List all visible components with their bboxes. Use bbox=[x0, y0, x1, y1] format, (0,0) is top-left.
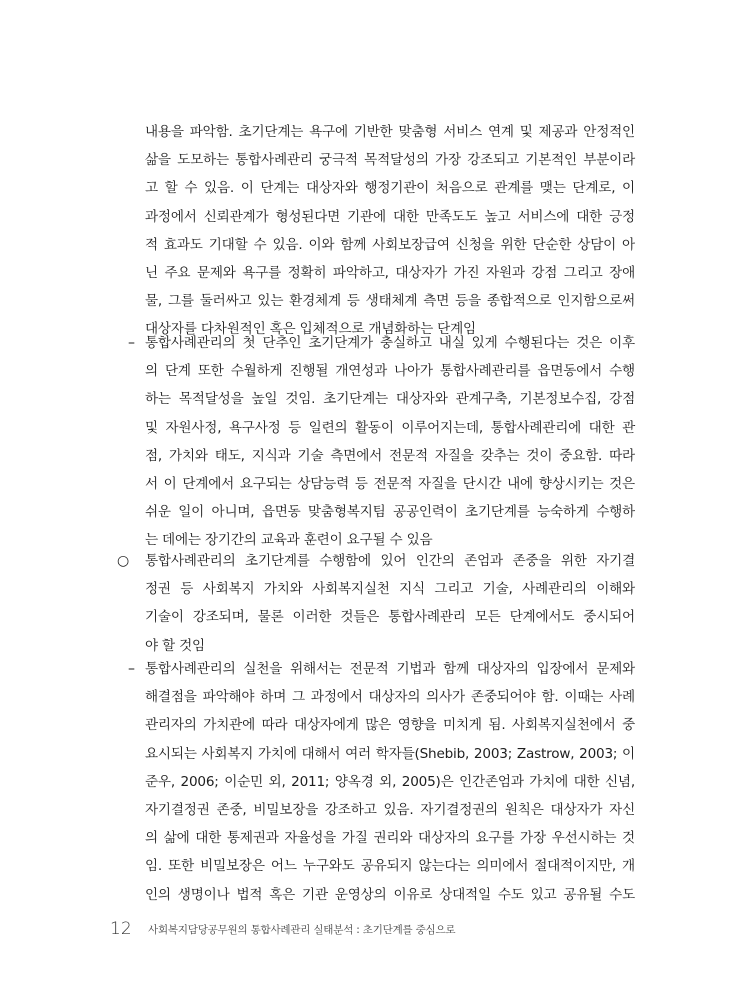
text-line: 는 데에는 장기간의 교육과 훈련이 요구될 수 있음 bbox=[145, 532, 433, 549]
paragraph-dash-1 bbox=[145, 329, 635, 555]
dash-bullet-marker: – bbox=[128, 335, 135, 351]
text-line: 해결점을 파악해야 하며 그 과정에서 대상자의 의사가 존중되어야 함. 이때는 사례 bbox=[145, 689, 635, 706]
text-line: 서 이 단계에서 요구되는 상담능력 등 전문적 자질을 단시간 내에 향상시키는 것은 bbox=[145, 475, 635, 492]
text-line: 관리자의 가치관에 따라 대상자에게 많은 영향을 미치게 됨. 사회복지실천에서 중 bbox=[145, 717, 635, 734]
text-line: 물, 그를 둘러싸고 있는 환경체계 등 생태체계 측면 등을 종합적으로 인지함으로써 bbox=[145, 293, 635, 310]
text-line: 닌 주요 문제와 욕구를 정확히 파악하고, 대상자가 가진 자원과 강점 그리고 장애 bbox=[145, 264, 635, 281]
text-line: 과정에서 신뢰관계가 형성된다면 기관에 대한 만족도도 높고 서비스에 대한 긍정 bbox=[145, 208, 635, 225]
text-line: 의 삶에 대한 통제권과 자율성을 가질 권리와 대상자의 요구를 가장 우선시하는 것 bbox=[145, 830, 635, 847]
text-line: 기술이 강조되며, 물론 이러한 것들은 통합사례관리 모든 단계에서도 중시되어 bbox=[145, 609, 635, 626]
text-line: 및 자원사정, 욕구사정 등 일련의 활동이 이루어지는데, 통합사례관리에 대한 관 bbox=[145, 419, 635, 436]
text-line: 자기결정권 존중, 비밀보장을 강조하고 있음. 자기결정권의 원칙은 대상자가 자신 bbox=[145, 801, 635, 818]
running-footer-title: 사회복지담당공무원의 통합사례관리 실태분석 : 초기단계를 중심으로 bbox=[148, 924, 456, 936]
text-line: 정권 등 사회복지 가치와 사회복지실천 지식 그리고 기술, 사례관리의 이해와 bbox=[145, 581, 635, 598]
text-line: 삶을 도모하는 통합사례관리 궁극적 목적달성의 가장 강조되고 기본적인 부분이라 bbox=[145, 152, 635, 169]
text-line: 쉬운 일이 아니며, 읍면동 맞춤형복지팀 공공인력이 초기단계를 능숙하게 수행하 bbox=[145, 504, 635, 521]
text-line: 야 할 것임 bbox=[145, 637, 205, 654]
text-line: 인의 생명이나 법적 혹은 기관 운영상의 이유로 상대적일 수도 있고 공유될 수도 bbox=[145, 886, 635, 903]
text-line: 요시되는 사회복지 가치에 대해서 여러 학자들(Shebib, 2003; Zastrow, 2003; 이 bbox=[145, 745, 635, 762]
text-line: 고 할 수 있음. 이 단계는 대상자와 행정기관이 처음으로 관계를 맺는 단계로, 이 bbox=[145, 180, 635, 197]
paragraph-continuation bbox=[145, 118, 635, 344]
text-line: 의 단계 또한 수월하게 진행될 개연성과 나아가 통합사례관리를 읍면동에서 수행 bbox=[145, 363, 635, 380]
text-line: 통합사례관리의 실천을 위해서는 전문적 기법과 함께 대상자의 입장에서 문제와 bbox=[145, 661, 635, 677]
text-line: 대상자를 다차원적인 혹은 입체적으로 개념화하는 단계임 bbox=[145, 321, 476, 338]
text-line: 적 효과도 기대할 수 있음. 이와 함께 사회보장급여 신청을 위한 단순한 상담이 아 bbox=[145, 236, 635, 253]
text-line: 내용을 파악함. 초기단계는 욕구에 기반한 맞춤형 서비스 연계 및 제공과 안정적인 bbox=[145, 124, 635, 140]
paragraph-circle bbox=[145, 547, 635, 660]
text-line: 하는 목적달성을 높일 것임. 초기단계는 대상자와 관계구축, 기본정보수집, 강점 bbox=[145, 391, 635, 408]
text-line: 통합사례관리의 첫 단추인 초기단계가 충실하고 내실 있게 수행된다는 것은 이후 bbox=[145, 335, 635, 351]
text-line: 준우, 2006; 이순민 외, 2011; 양옥경 외, 2005)은 인간존엄과 가치에 대한 신념, bbox=[145, 773, 635, 790]
text-line: 점, 가치와 태도, 지식과 기술 측면에서 전문적 자질을 갖추는 것이 중요함. 따라 bbox=[145, 447, 635, 464]
text-line: 임. 또한 비밀보장은 어느 누구와도 공유되지 않는다는 의미에서 절대적이지만, 개 bbox=[145, 858, 635, 875]
circle-bullet-marker: ○ bbox=[117, 553, 130, 569]
page-number: 12 bbox=[110, 919, 132, 939]
text-line: 통합사례관리의 초기단계를 수행함에 있어 인간의 존엄과 존중을 위한 자기결 bbox=[145, 553, 635, 569]
dash-bullet-marker: – bbox=[128, 661, 135, 677]
paragraph-dash-2 bbox=[145, 655, 635, 909]
